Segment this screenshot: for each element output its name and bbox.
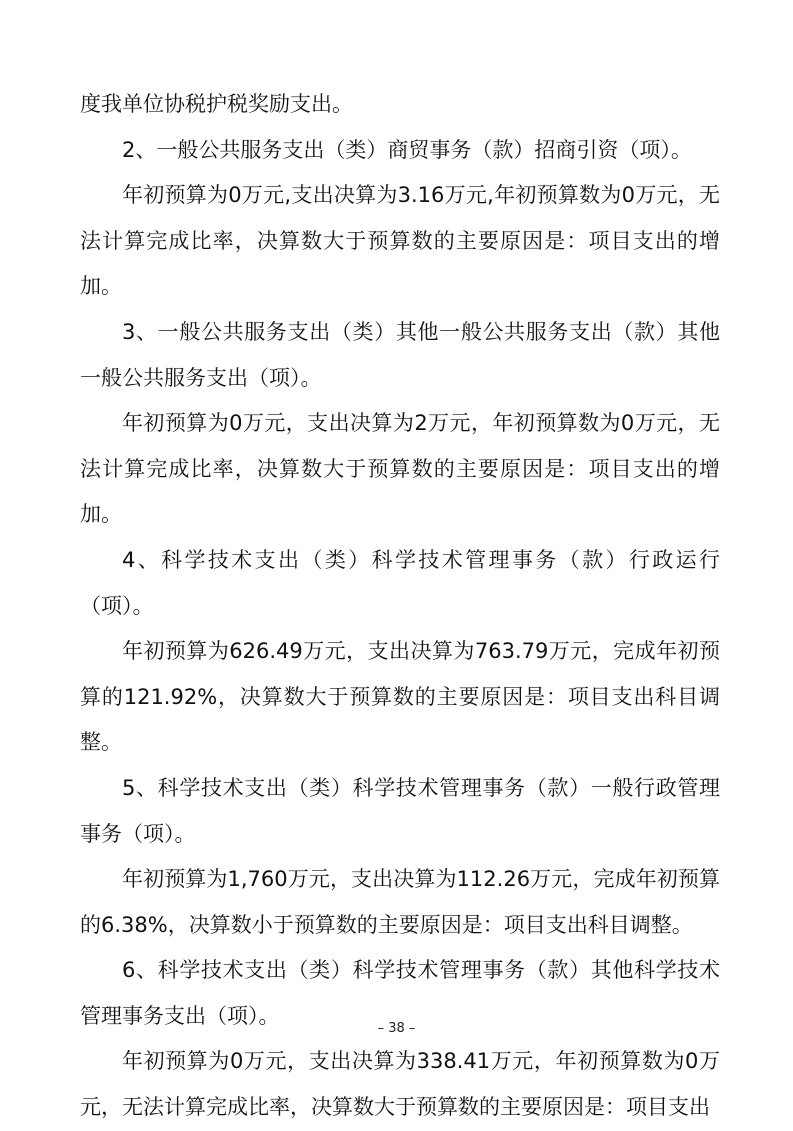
paragraph-item-2-detail: 年初预算为0万元,支出决算为3.16万元,年初预算数为0万元，无法计算完成比率，决算数大于预算数的主要原因是：项目支出的增加。 (80, 183, 720, 299)
paragraph-item-6-detail: 年初预算为0万元，支出决算为338.41万元，年初预算数为0万元，无法计算完成比率，决算数大于预算数的主要原因是：项目支出 (80, 1049, 720, 1120)
paragraph-item-5-heading: 5、科学技术支出（类）科学技术管理事务（款）一般行政管理事务（项）。 (80, 775, 720, 846)
paragraph-item-3-detail: 年初预算为0万元，支出决算为2万元，年初预算数为0万元，无法计算完成比率，决算数大于预算数的主要原因是：项目支出的增加。 (80, 411, 720, 527)
page-number: – 38 – (377, 1021, 416, 1036)
paragraph-item-5-detail: 年初预算为1,760万元，支出决算为112.26万元，完成年初预算的6.38%，决算数小于预算数的主要原因是：项目支出科目调整。 (80, 867, 720, 937)
paragraph-item-2-heading: 2、一般公共服务支出（类）商贸事务（款）招商引资（项）。 (122, 137, 692, 162)
document-body (80, 82, 720, 1131)
paragraph-item-6-heading: 6、科学技术支出（类）科学技术管理事务（款）其他科学技术管理事务支出（项）。 (80, 958, 720, 1028)
paragraph-item-4-heading: 4、科学技术支出（类）科学技术管理事务（款）行政运行（项）。 (80, 547, 720, 618)
paragraph-continuation: 度我单位协税护税奖励支出。 (80, 92, 353, 116)
paragraph-item-4-detail: 年初预算为626.49万元，支出决算为763.79万元，完成年初预算的121.92%，决算数大于预算数的主要原因是：项目支出科目调整。 (80, 639, 720, 755)
paragraph-item-3-heading: 3、一般公共服务支出（类）其他一般公共服务支出（款）其他一般公共服务支出（项）。 (80, 319, 720, 390)
